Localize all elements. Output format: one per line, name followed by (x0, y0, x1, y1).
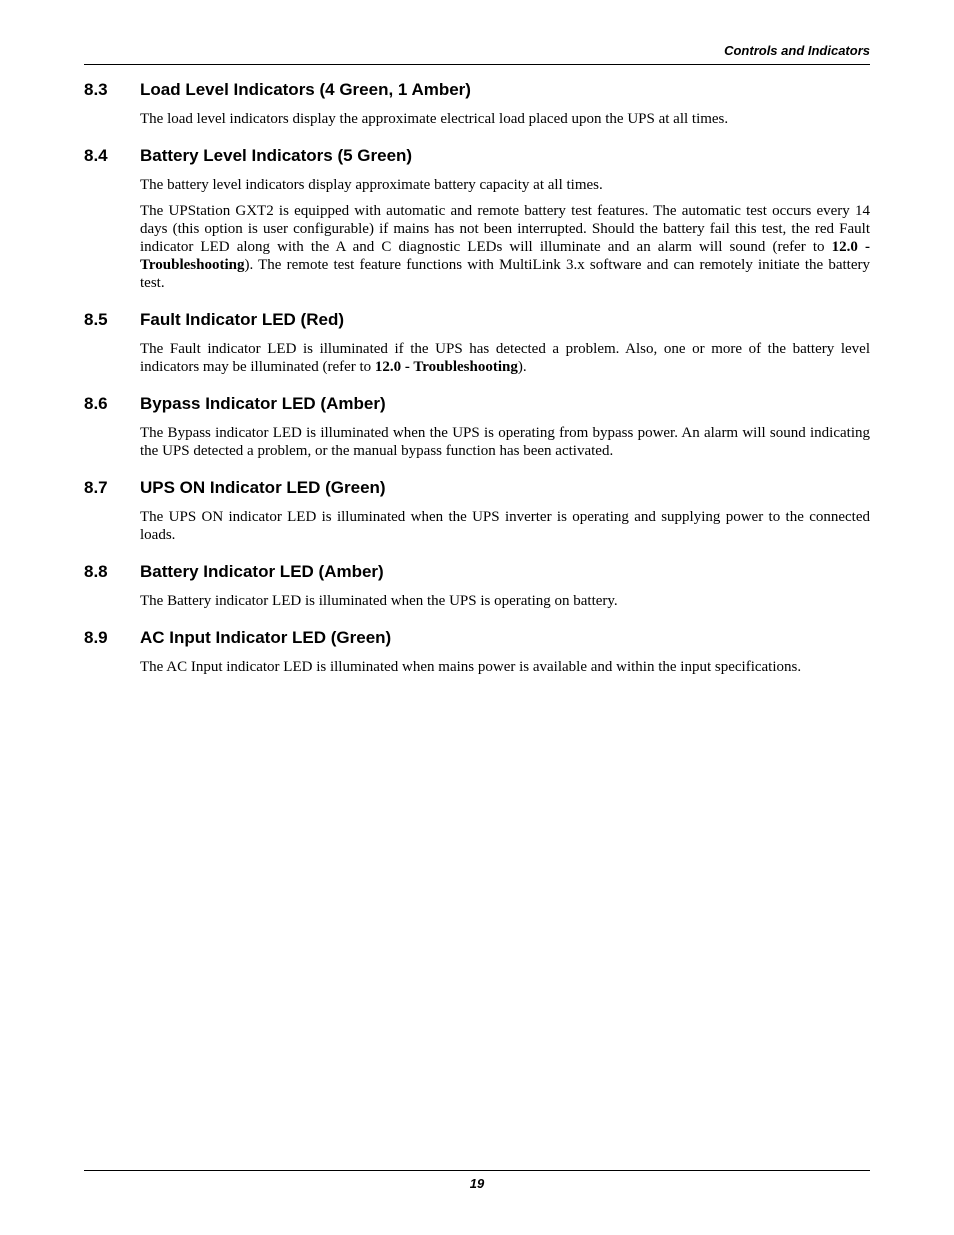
paragraph-text: The AC Input indicator LED is illuminated when mains power is available and within the input specifications. (140, 659, 802, 675)
section-heading (84, 627, 870, 649)
section-number: 8.8 (84, 562, 108, 581)
section-number: 8.3 (84, 80, 108, 99)
section-title: UPS ON Indicator LED (Green) (140, 478, 386, 497)
paragraph-text: The load level indicators display the approximate electrical load placed upon the UPS at all times. (140, 111, 729, 127)
section-8-3 (84, 79, 870, 128)
section-title: Battery Indicator LED (Amber) (140, 562, 384, 581)
paragraph (140, 592, 870, 610)
paragraph-text: ). (517, 359, 527, 375)
running-header: Controls and Indicators (724, 43, 870, 58)
section-title: Battery Level Indicators (5 Green) (140, 146, 413, 165)
paragraph (140, 508, 870, 544)
section-heading (84, 393, 870, 415)
section-title: AC Input Indicator LED (Green) (140, 628, 392, 647)
paragraph (140, 424, 870, 460)
section-number: 8.4 (84, 146, 108, 165)
section-number: 8.7 (84, 478, 108, 497)
paragraph (140, 340, 870, 376)
cross-reference-link[interactable]: 12.0 - Troubleshooting (374, 359, 518, 375)
paragraph-text: The UPS ON indicator LED is illuminated when the UPS inverter is operating and supplying power to the connected loads. (140, 509, 870, 543)
section-number: 8.9 (84, 628, 108, 647)
section-title: Bypass Indicator LED (Amber) (140, 394, 386, 413)
paragraph-text: The Battery indicator LED is illuminated when the UPS is operating on battery. (140, 593, 618, 609)
section-8-6 (84, 393, 870, 460)
section-heading (84, 561, 870, 583)
cross-reference-link[interactable]: 12.0 - Troubleshooting (140, 239, 870, 273)
paragraph-text: The Fault indicator LED is illuminated if the UPS has detected a problem. Also, one or more of the battery level indicators may be illuminated (refer to (140, 341, 870, 375)
paragraph-text: The UPStation GXT2 is equipped with automatic and remote battery test features. The automatic test occurs every 14 days (this option is user configurable) if mains has not been interrupted. Should the battery fail this test, the red Fault indicator LED along with the A and C diagnostic LEDs will illuminate and an alarm will sound (refer to (140, 203, 870, 255)
section-8-5 (84, 309, 870, 376)
section-heading (84, 477, 870, 499)
page-number: 19 (469, 1176, 485, 1191)
paragraph-text: The battery level indicators display approximate battery capacity at all times. (140, 177, 603, 193)
footer-rule (84, 1170, 870, 1171)
section-8-7 (84, 477, 870, 544)
paragraph-text: ). The remote test feature functions with MultiLink 3.x software and can remotely initiate the battery test. (140, 257, 870, 291)
section-8-8 (84, 561, 870, 610)
paragraph (140, 110, 870, 128)
section-8-4 (84, 145, 870, 292)
section-heading (84, 309, 870, 331)
header-rule (84, 64, 870, 65)
paragraph (140, 202, 870, 292)
paragraph (140, 658, 870, 676)
section-8-9 (84, 627, 870, 676)
section-number: 8.6 (84, 394, 108, 413)
document-body (84, 79, 870, 693)
section-heading (84, 79, 870, 101)
section-heading (84, 145, 870, 167)
section-title: Fault Indicator LED (Red) (140, 310, 344, 329)
section-number: 8.5 (84, 310, 108, 329)
section-title: Load Level Indicators (4 Green, 1 Amber) (140, 80, 471, 99)
paragraph (140, 176, 870, 194)
paragraph-text: The Bypass indicator LED is illuminated when the UPS is operating from bypass power. An alarm will sound indicating the UPS detected a problem, or the manual bypass function has been activated. (140, 425, 870, 459)
